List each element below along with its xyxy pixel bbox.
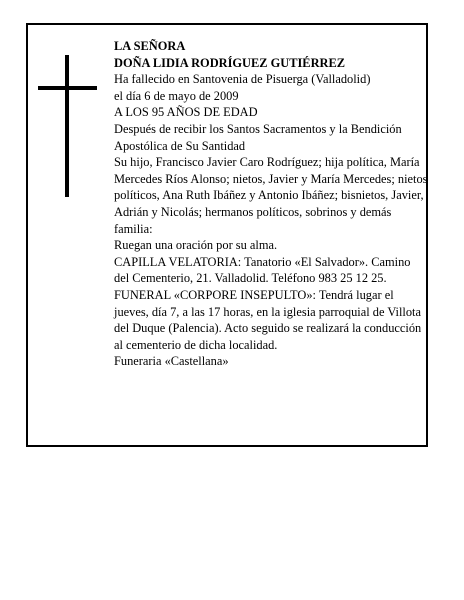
family-list: Su hijo, Francisco Javier Caro Rodríguez; hija política, María Mercedes Ríos Alonso; nietos, Javier y María Mercedes; nietos políticos, Ana Ruth Ibáñez y Antonio Ibáñez; bisnietos, Javier, Adrián y Nicolás; hermanos políticos, sobrinos y demás familia: xyxy=(114,155,428,236)
funeral-home: Funeraria «Castellana» xyxy=(114,354,229,369)
sacraments-line: Después de recibir los Santos Sacramentos y la Bendición Apostólica de Su Santidad xyxy=(114,121,402,153)
funeral-info: FUNERAL «CORPORE INSEPULTO»: Tendrá lugar el jueves, día 7, a las 17 horas, en la iglesia parroquial de Villota del Duque (Palencia). Acto seguido se realizará la conducción al cementerio de dicha localidad. xyxy=(114,287,422,352)
cross-icon-bar xyxy=(38,86,97,90)
death-date: el día 6 de mayo de 2009 xyxy=(114,88,239,103)
notice-title: LA SEÑORA xyxy=(114,39,186,53)
deceased-name: DOÑA LIDIA RODRÍGUEZ GUTIÉRREZ xyxy=(114,55,345,70)
age-line: A LOS 95 AÑOS DE EDAD xyxy=(114,105,258,120)
death-place: Ha fallecido en Santovenia de Pisuerga (Valladolid) xyxy=(114,72,371,87)
obituary-text xyxy=(114,38,428,370)
chapel-info: CAPILLA VELATORIA: Tanatorio «El Salvador». Camino del Cementerio, 21. Valladolid. Teléfono 983 25 12 25. xyxy=(114,254,411,286)
cross-icon xyxy=(65,55,69,197)
prayer-line: Ruegan una oración por su alma. xyxy=(114,238,278,253)
